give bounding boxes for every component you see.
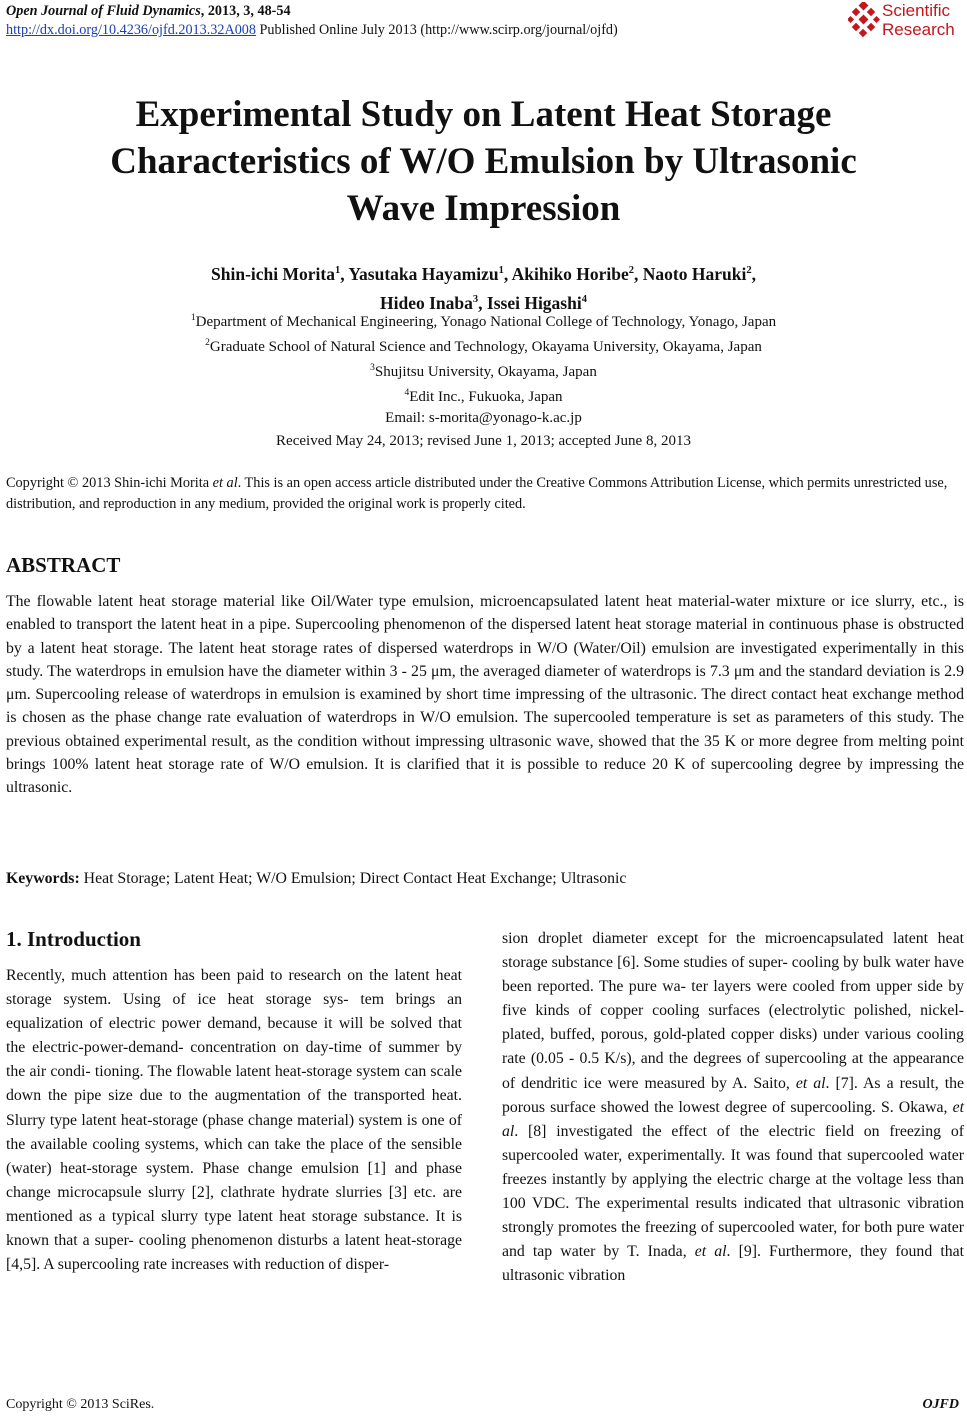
body-text: . [8] investigated the effect of the electric field on freezing of supercooled water, experimentally. It was found that supercooled water freezes instantly by applying the electric charge at the voltage less than 100 VDC. The experimental results indicated that ultrasonic vibration strongly promotes the freezing of supercooled water, for both pure water and tap water by T. Inada, — [502, 1122, 964, 1261]
author-affil-sup: 1 — [498, 265, 504, 276]
journal-name: Open Journal of Fluid Dynamics — [6, 3, 201, 19]
affiliation-3 — [60, 358, 907, 383]
affiliation-sup: 4 — [404, 388, 410, 398]
doi-line — [6, 21, 836, 40]
keywords — [6, 867, 964, 890]
logo-line-2: Research — [882, 20, 955, 39]
affiliation-sup: 2 — [205, 338, 210, 348]
affiliation-2 — [60, 333, 907, 358]
logo-line-1: Scientific — [882, 1, 951, 20]
copyright-etal: et al — [212, 475, 238, 491]
doi-link[interactable]: http://dx.doi.org/10.4236/ojfd.2013.32A008 — [6, 22, 256, 38]
copyright-notice — [6, 473, 964, 515]
author-name: Hideo Inaba — [380, 292, 473, 313]
copyright-text: . This is an open access article distributed under the Creative Commons Attribution License, which permits unrestricted use, distribution, and reproduction in any medium, provided the original work is properly cited. — [6, 475, 948, 512]
author-name: , Naoto Haruki — [634, 263, 747, 284]
affiliation-sup: 1 — [190, 313, 196, 323]
affiliation-text: Edit Inc., Fukuoka, Japan — [409, 389, 563, 405]
copyright-text: Copyright © 2013 Shin-ichi Morita — [6, 475, 213, 491]
body-etal: et al — [502, 1098, 964, 1140]
author-affil-sup: 2 — [746, 265, 752, 276]
author-affil-sup: 1 — [334, 265, 341, 276]
email: Email: s-morita@yonago-k.ac.jp — [385, 410, 582, 426]
affiliations — [60, 308, 907, 429]
received-dates: Received May 24, 2013; revised June 1, 2013; accepted June 8, 2013 — [276, 433, 691, 449]
body-etal: et al — [795, 1074, 826, 1092]
publisher-logo — [848, 0, 966, 44]
affiliation-text: Graduate School of Natural Science and Technology, Okayama University, Okayama, Japan — [209, 339, 762, 355]
affiliation-text: Shujitsu University, Okayama, Japan — [374, 364, 597, 380]
footer-copyright: Copyright © 2013 SciRes. — [6, 1397, 155, 1412]
title-line-2: Characteristics of W/O Emulsion by Ultrasonic — [110, 141, 857, 182]
keywords-label: Keywords: — [6, 870, 80, 887]
author-name: , Issei Higashi — [478, 292, 582, 313]
author-affil-sup: 3 — [472, 293, 479, 305]
abstract-body: The flowable latent heat storage material like Oil/Water type emulsion, microencapsulated latent heat material-water mixture or ice slurry, etc., is enabled to transport the latent heat in a pipe. Supercooling phenomenon of the dispersed latent heat storage material in continuous phase is obstructed by a latent heat storage. The latent heat storage rates of dispersed waterdrops in W/O (Water/Oil) emulsion are investigated experimentally in this study. The waterdrops in emulsion have the diameter within 3 - 25 μm, the averaged diameter of waterdrops is 7.3 μm and the standard deviation is 2.9 μm. Supercooling release of waterdrops in emulsion is examined by short time impressing of the ultrasonic. The direct contact heat exchange method is chosen as the phase change rate evaluation of waterdrops in W/O emulsion. The supercooled temperature is set as parameters of this study. The previous obtained experimental result, as the condition without impressing ultrasonic wave, showed that the 35 K or more degree from melting point brings 100% latent heat storage rate of W/O emulsion. It is clarified that it is possible to reduce 20 K of supercooling degree by impressing the ultrasonic. — [6, 593, 964, 797]
body-etal: et al — [694, 1243, 727, 1261]
author-name: Shin-ichi Morita — [211, 263, 335, 284]
body-text: . [7]. As a result, the porous surface showed the lowest degree of supercooling. S. Okawa, — [502, 1074, 964, 1116]
citation-info: , 2013, 3, 48-54 — [200, 3, 291, 19]
logo-mark-icon — [848, 2, 880, 38]
author-line-1 — [60, 258, 907, 287]
affiliation-text: Department of Mechanical Engineering, Yonago National College of Technology, Yonago, Japan — [195, 314, 777, 330]
author-separator: , — [751, 263, 756, 284]
running-header — [6, 2, 836, 40]
abstract-heading: ABSTRACT — [6, 553, 121, 577]
author-affil-sup: 4 — [581, 293, 587, 305]
title-line-3: Wave Impression — [346, 188, 621, 229]
body-text: sion droplet diameter except for the microencapsulated latent heat storage substance [6]. Some studies of super- cooling by bulk water have been reported. The pure wa- ter layers were cooled from upper side by five kinds of copper cooling surfaces (electrolytic polished, nickel- plated, buffed, porous, gold-plated copper disks) under various cooling rate (0.05 - 0.5 K/s), and the degrees of supercooling at the appearance of dendritic ice were measured by A. Saito, — [502, 930, 964, 1092]
author-list — [60, 258, 907, 316]
publication-info: Published Online July 2013 (http://www.scirp.org/journal/ojfd) — [256, 22, 618, 38]
logo-text — [882, 1, 955, 39]
section-heading: 1. Introduction — [6, 927, 141, 951]
title-line-1: Experimental Study on Latent Heat Storage — [135, 94, 832, 135]
keywords-text: Heat Storage; Latent Heat; W/O Emulsion; Direct Contact Heat Exchange; Ultrasonic — [79, 870, 627, 887]
journal-citation — [6, 2, 836, 21]
author-name: , Yasutaka Hayamizu — [340, 263, 499, 284]
author-affil-sup: 2 — [628, 265, 635, 276]
body-text: . [9]. Furthermore, they found that ultrasonic vibration — [502, 1243, 965, 1285]
body-column-left: Recently, much attention has been paid to research on the latent heat storage system. Using of ice heat storage sys- tem brings an equalization of electric power demand, because it will be solved that the electric-power-demand- concentration on day-time of summer by the air condi- tioning. The flowable latent heat-storage system can scale down the pipe size due to the augmentation of the transported heat. Slurry type latent heat-storage (phase change material) system is one of the available cooling systems, which can take the place of the sensible (water) heat-storage system. Phase change emulsion [1] and phase change microcapsule slurry [2], clathrate hydrate slurries [3] etc. are mentioned as a typical slurry type latent heat storage substance. It is known that a super- cooling phenomenon disturbs a latent heat-storage [4,5]. A supercooling rate increases with reduction of disper- — [6, 967, 462, 1274]
paper-title — [60, 91, 907, 232]
body-column-right — [502, 927, 964, 1288]
affiliation-sup: 3 — [370, 363, 375, 373]
author-name: , Akihiko Horibe — [503, 263, 629, 284]
affiliation-1 — [60, 308, 907, 333]
footer-journal-abbrev: OJFD — [922, 1397, 959, 1412]
affiliation-4 — [60, 383, 907, 408]
